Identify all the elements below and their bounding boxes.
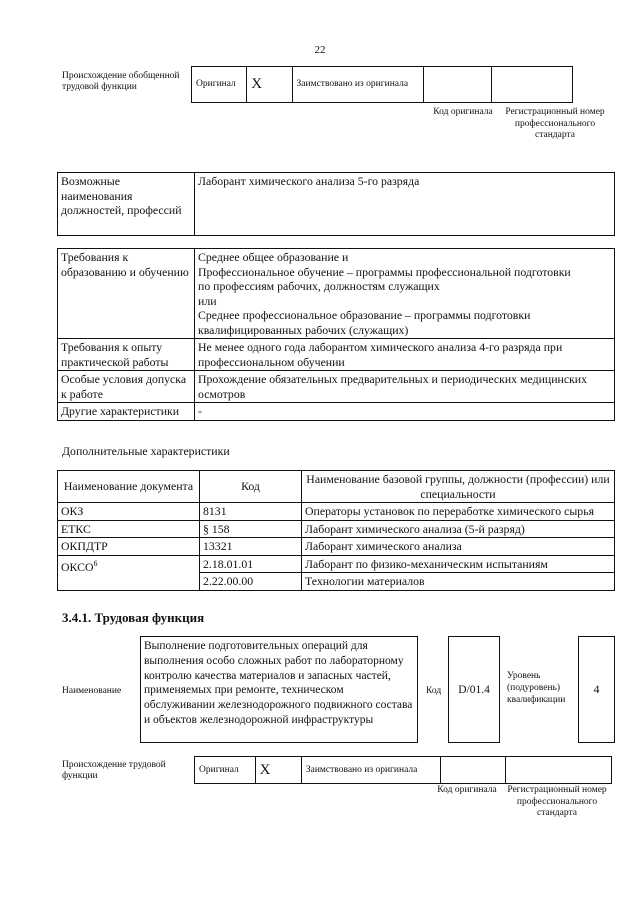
experience-value: Не менее одного года лаборантом химического анализа 4-го разряда при профессиональном обучении <box>195 339 615 371</box>
table-row <box>58 503 615 521</box>
function-origin-label: Происхождение трудовой функции <box>62 760 166 781</box>
code-cell: § 158 <box>200 520 302 538</box>
table-row <box>58 555 615 573</box>
other-label: Другие характеристики <box>58 403 195 421</box>
origin-table <box>191 66 573 103</box>
function-origin-code-caption: Код оригинала <box>437 785 497 795</box>
origin-borrowed-cell: Заимствовано из оригинала <box>292 67 424 103</box>
origin-original-cell: Оригинал <box>192 67 247 103</box>
origin-reg-caption: Регистрационный номер профессионального стандарта <box>505 107 605 140</box>
doc-cell: ОКПДТР <box>58 538 200 556</box>
education-line: по профессиям рабочих, должностям служащих <box>198 279 440 293</box>
name-cell: Технологии материалов <box>302 573 615 591</box>
origin-borrowed-cell: Заимствовано из оригинала <box>301 757 440 784</box>
name-cell: Лаборант химического анализа (5-й разряд) <box>302 520 615 538</box>
additional-table <box>57 470 615 591</box>
header-name: Наименование базовой группы, должности (профессии) или специальности <box>302 471 615 503</box>
origin-code-caption: Код оригинала <box>433 107 493 117</box>
additional-caption: Дополнительные характеристики <box>62 444 230 458</box>
function-name-value: Выполнение подготовительных операций для выполнения особо сложных работ по лабораторному контролю качества материалов и запасных частей, применяемых при ремонте, техническом обслуживании железнодорожного подвижного состава и объектов железнодорожной инфраструктуры <box>140 636 418 743</box>
positions-label: Возможные наименования должностей, профессий <box>58 173 195 236</box>
education-value <box>195 249 615 339</box>
admission-value: Прохождение обязательных предварительных и периодических медицинских осмотров <box>195 371 615 403</box>
origin-label: Происхождение обобщенной трудовой функции <box>62 71 180 92</box>
function-code-value: D/01.4 <box>448 636 500 743</box>
education-line: или <box>198 293 217 308</box>
function-origin-table <box>194 756 612 784</box>
positions-table <box>57 172 615 236</box>
positions-value: Лаборант химического анализа 5-го разряда <box>195 173 615 236</box>
origin-code-cell <box>440 757 505 784</box>
origin-original-cell: Оригинал <box>195 757 256 784</box>
requirements-table <box>57 248 615 421</box>
education-line: Профессиональное обучение – программы профессиональной подготовки <box>198 264 571 279</box>
education-line: квалифицированных рабочих (служащих) <box>198 322 409 337</box>
name-cell: Операторы установок по переработке химического сырья <box>302 503 615 521</box>
education-label: Требования к образованию и обучению <box>58 249 195 339</box>
function-level-value: 4 <box>578 636 615 743</box>
function-title: 3.4.1. Трудовая функция <box>62 610 205 625</box>
code-cell: 8131 <box>200 503 302 521</box>
doc-cell: ОКЗ <box>58 503 200 521</box>
code-cell: 2.18.01.01 <box>200 555 302 573</box>
header-code: Код <box>200 471 302 503</box>
page-number: 22 <box>314 44 326 56</box>
name-cell: Лаборант по физико-механическим испытаниям <box>302 555 615 573</box>
education-line: Среднее общее образование и <box>198 250 349 264</box>
table-row <box>58 520 615 538</box>
education-line: Среднее профессиональное образование – программы подготовки <box>198 308 531 322</box>
doc-cell: ЕТКС <box>58 520 200 538</box>
function-level-label: Уровень (подуровень) квалификации <box>507 671 566 705</box>
name-cell: Лаборант химического анализа <box>302 538 615 556</box>
origin-mark-cell: X <box>255 757 301 784</box>
origin-reg-cell <box>505 757 611 784</box>
table-row <box>58 538 615 556</box>
experience-label: Требования к опыту практической работы <box>58 339 195 371</box>
origin-code-cell <box>424 67 491 103</box>
header-doc: Наименование документа <box>58 471 200 503</box>
code-cell: 2.22.00.00 <box>200 573 302 591</box>
other-value: - <box>195 403 615 421</box>
code-cell: 13321 <box>200 538 302 556</box>
doc-cell: ОКСО$^6$ <box>58 555 200 590</box>
admission-label: Особые условия допуска к работе <box>58 371 195 403</box>
function-code-label: Код <box>426 686 442 696</box>
origin-reg-cell <box>491 67 572 103</box>
footnote-mark: 6 <box>93 558 98 568</box>
function-name-label: Наименование <box>62 686 122 696</box>
function-origin-reg-caption: Регистрационный номер профессионального стандарта <box>507 785 607 818</box>
origin-mark-cell: X <box>247 67 292 103</box>
